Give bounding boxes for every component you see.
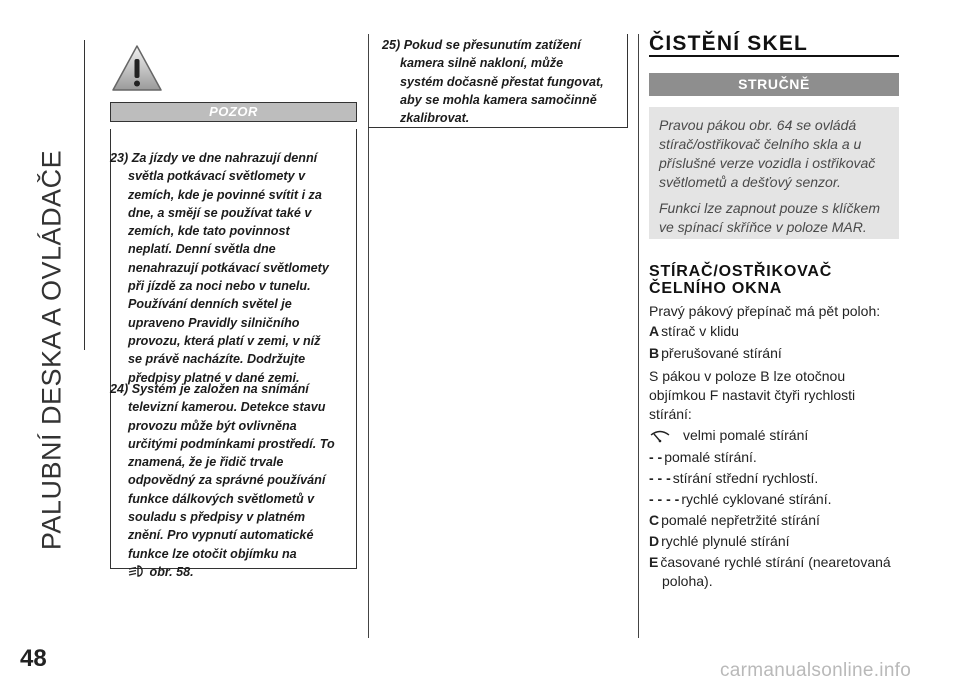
note-line: dne, a smějí se používat také v: [128, 205, 312, 220]
note-line: určitými podmínkami prostředí. To: [128, 436, 335, 451]
speed-key: - -: [649, 449, 663, 465]
position-item-b: [649, 344, 904, 363]
note-23: [110, 149, 357, 387]
summary-line: Pravou pákou obr. 64 se ovládá: [659, 117, 857, 133]
note-line: znamená, že je řidič trvale: [128, 455, 284, 470]
note-line: při jízdě za noci nebo v tunelu.: [128, 279, 311, 294]
subsection-title-line: STÍRAČ/OSTŘIKOVAČ: [649, 263, 833, 280]
note-line: kamera silně nakloní, může: [400, 56, 564, 71]
position-text: stírač v klidu: [661, 323, 739, 339]
warning-triangle-icon: [111, 44, 163, 92]
speed-item-medium: [649, 469, 904, 488]
position-text-continued: poloha).: [662, 573, 713, 589]
summary-line: světlometů a dešťový senzor.: [659, 174, 841, 190]
note-line: odpovědný za správné používání: [128, 473, 326, 488]
note-line: provozu, která platí v zemi, v níž: [128, 333, 321, 348]
speed-key: - - - -: [649, 491, 680, 507]
position-item-a: [649, 322, 904, 341]
position-key: C: [649, 512, 660, 528]
summary-paragraph: [659, 116, 889, 192]
note-number: 24): [110, 382, 129, 396]
note-line: světla potkávací světlomety v: [128, 169, 306, 184]
note-line: zkalibrovat.: [400, 111, 470, 126]
note-line: zemích, kde je povinné svítit i za: [128, 187, 322, 202]
summary-label: STRUČNĚ: [649, 73, 899, 96]
watermark-text: carmanualsonline.info: [720, 660, 912, 681]
speed-text: rychlé cyklované stírání.: [681, 491, 832, 507]
summary-line: stírač/ostřikovač čelního skla a u: [659, 136, 862, 152]
note-line: upraveno Pravidly silničního: [128, 315, 300, 330]
position-key: E: [649, 554, 659, 570]
section-title: ČISTĚNÍ SKEL: [649, 32, 809, 55]
warning-label: POZOR: [110, 102, 357, 122]
speed-item-slow: [649, 448, 904, 467]
note-line: funkce lze otočit objímku na: [128, 546, 297, 561]
note-line: televizní kamerou. Detekce stavu: [128, 400, 326, 415]
ring-text-line: S pákou v poloze B lze otočnou: [649, 368, 846, 384]
position-text: pomalé nepřetržité stírání: [661, 512, 820, 528]
speed-text: stírání střední rychlostí.: [672, 470, 819, 486]
wiper-icon: [649, 429, 671, 443]
position-key: D: [649, 533, 660, 549]
subsection-title: [649, 264, 899, 297]
speed-item-fast: [649, 490, 904, 509]
position-item-d: [649, 532, 904, 551]
speed-item-very-slow: [649, 426, 904, 445]
figure-reference: obr. 58.: [149, 564, 194, 579]
note-number: 25): [382, 38, 401, 52]
intro-text: Pravý pákový přepínač má pět poloh:: [649, 303, 881, 319]
position-text: přerušované stírání: [661, 345, 782, 361]
subsection-title-line: ČELNÍHO OKNA: [649, 279, 783, 297]
note-line: Používání denních světel je: [128, 297, 292, 312]
note-24: [110, 380, 357, 581]
summary-paragraph: [659, 199, 889, 237]
note-text: Pokud se přesunutím zatížení: [403, 38, 581, 52]
note-text: Za jízdy ve dne nahrazují denní: [131, 151, 318, 165]
speed-text: velmi pomalé stírání: [683, 427, 809, 443]
chapter-side-title: PALUBNÍ DESKA A OVLÁDAČE: [36, 149, 67, 551]
note-line: předpisy platné v dané zemi.: [128, 370, 300, 385]
position-text: časované rychlé stírání (nearetovaná: [660, 554, 891, 570]
ring-text-line: stírání:: [649, 406, 692, 422]
note-line: aby se mohla kamera samočinně: [400, 92, 597, 107]
headlight-icon: [128, 564, 146, 578]
summary-box: [649, 107, 899, 239]
column-divider-2: [638, 34, 639, 638]
note-line: provozu může být ovlivněna: [128, 418, 297, 433]
speed-key: - - -: [649, 470, 671, 486]
note-line: neplatí. Denní světla dne: [128, 242, 276, 257]
note-line: funkce dálkových světlometů v: [128, 491, 315, 506]
note-number: 23): [110, 151, 129, 165]
note-line: zemích, kde tato povinnost: [128, 224, 290, 239]
summary-line: příslušné verze vozidla i ostřikovač: [659, 155, 876, 171]
position-item-c: [649, 511, 904, 530]
position-item-e: [649, 553, 904, 591]
summary-line: Funkci lze zapnout pouze s klíčkem: [659, 200, 880, 216]
speed-text: pomalé stírání.: [664, 449, 757, 465]
position-key: A: [649, 323, 660, 339]
summary-line: ve spínací skříňce v poloze MAR.: [659, 219, 867, 235]
note-text: Systém je založen na snímání: [131, 382, 309, 396]
note-line: souladu s předpisy v platném: [128, 510, 306, 525]
note-line: nenahrazují potkávací světlomety: [128, 260, 329, 275]
note-line-with-icon: [110, 563, 357, 581]
ring-text-line: objímkou F nastavit čtyři rychlosti: [649, 387, 856, 403]
page-number: 48: [20, 645, 47, 672]
sidebar-divider: [84, 40, 85, 350]
section-title-rule: [649, 55, 899, 57]
note-line: se právě nacházíte. Dodržujte: [128, 352, 306, 367]
note-25: [382, 36, 626, 127]
note-line: systém dočasně přestat fungovat,: [400, 74, 604, 89]
position-key: B: [649, 345, 660, 361]
position-text: rychlé plynulé stírání: [661, 533, 790, 549]
note-line: znění. Pro vypnutí automatické: [128, 528, 314, 543]
ring-text: [649, 367, 904, 424]
